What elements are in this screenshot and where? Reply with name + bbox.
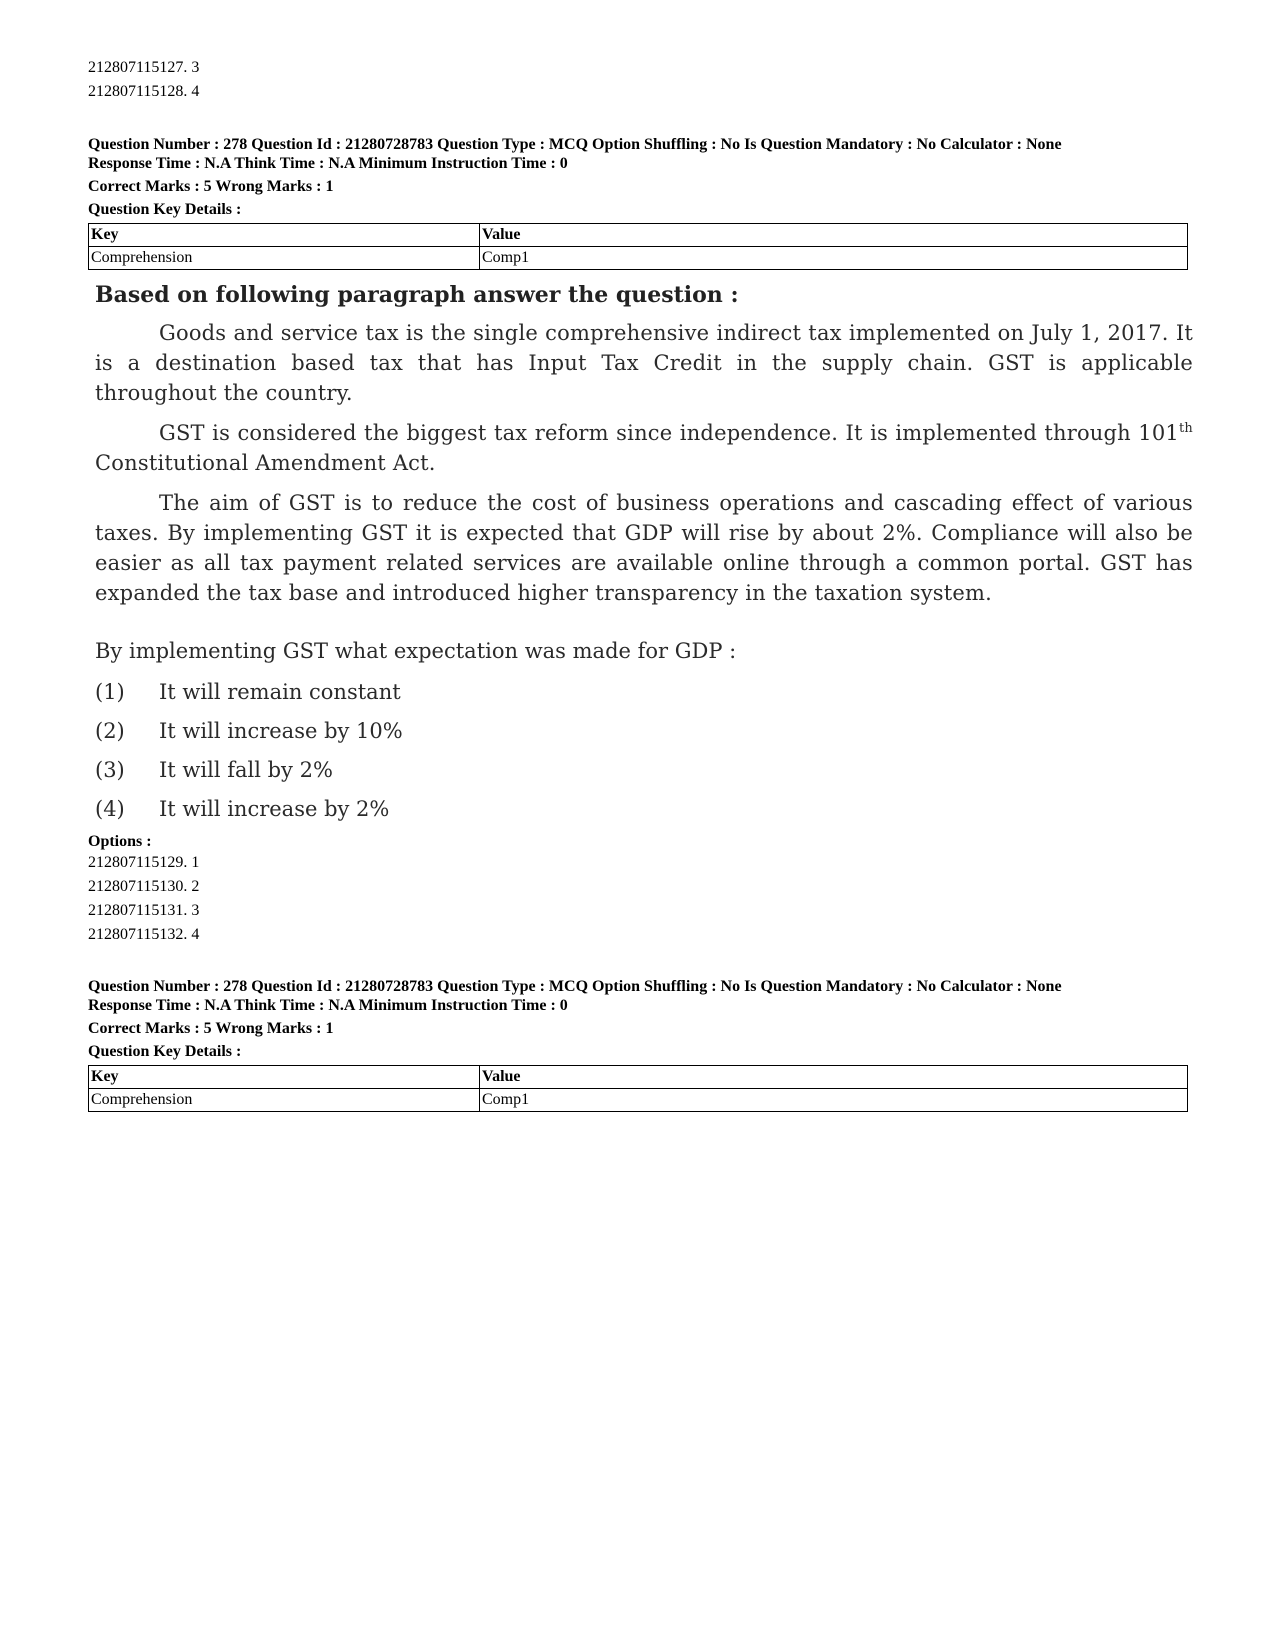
scan-paragraph: Goods and service tax is the single comprehensive indirect tax implemented on July 1, 2017. It is a destination based tax that has Input Tax Credit in the supply chain. GST is applicable throughout the country. — [95, 321, 1193, 405]
scan-option-text: It will fall by 2% — [159, 757, 333, 782]
table-header-value: Value — [480, 1066, 1188, 1089]
scan-option-number: (2) — [95, 718, 125, 743]
table-header-key: Key — [89, 1066, 480, 1089]
scan-paragraph — [95, 418, 1193, 478]
scan-option — [95, 672, 1193, 711]
scan-paragraph: The aim of GST is to reduce the cost of business operations and cascading effect of various taxes. By implementing GST it is expected that GDP will rise by about 2%. Compliance will also be easier as all tax payment related services are available online through a common portal. GST has expanded the tax base and introduced higher transparency in the taxation system. — [95, 491, 1193, 605]
scan-option — [95, 750, 1193, 789]
scan-superscript: th — [1179, 421, 1193, 436]
option-line: 212807115130. 2 — [88, 878, 200, 895]
question-timing-line: Response Time : N.A Think Time : N.A Minimum Instruction Time : 0 — [88, 155, 568, 172]
table-cell-value: Comp1 — [480, 1089, 1188, 1112]
scan-paragraph-text: Constitutional Amendment Act. — [95, 451, 436, 475]
scan-option-number: (4) — [95, 796, 125, 821]
scan-option — [95, 711, 1193, 750]
scan-option-text: It will increase by 10% — [159, 718, 403, 743]
table-header-row — [89, 1066, 1188, 1089]
table-row — [89, 247, 1188, 270]
scan-option-number: (3) — [95, 757, 125, 782]
question-key-details-label: Question Key Details : — [88, 1043, 242, 1060]
question-meta-line: Question Number : 278 Question Id : 21280728783 Question Type : MCQ Option Shuffling : No Is Question Mandatory : No Calculator : None — [88, 978, 1062, 995]
table-cell-key: Comprehension — [89, 247, 480, 270]
question-meta-block — [0, 135, 1275, 270]
scan-option-text: It will increase by 2% — [159, 796, 390, 821]
scan-paragraph-text: GST is considered the biggest tax reform since independence. It is implemented through 101 — [159, 421, 1179, 445]
top-option-line: 212807115127. 3 — [88, 59, 200, 76]
option-line: 212807115131. 3 — [88, 902, 200, 919]
option-line: 212807115129. 1 — [88, 854, 200, 871]
options-label: Options : — [88, 833, 152, 850]
table-cell-key: Comprehension — [89, 1089, 480, 1112]
question-timing-line: Response Time : N.A Think Time : N.A Minimum Instruction Time : 0 — [88, 997, 568, 1014]
question-key-details-label: Question Key Details : — [88, 201, 242, 218]
scan-option — [95, 789, 1193, 828]
table-header-key: Key — [89, 224, 480, 247]
question-key-table — [88, 223, 1188, 270]
scan-title: Based on following paragraph answer the question : — [95, 282, 739, 308]
table-header-row — [89, 224, 1188, 247]
question-meta-line: Question Number : 278 Question Id : 21280728783 Question Type : MCQ Option Shuffling : No Is Question Mandatory : No Calculator : None — [88, 136, 1062, 153]
scan-question: By implementing GST what expectation was made for GDP : — [95, 639, 737, 663]
scan-option-number: (1) — [95, 679, 125, 704]
scan-option-text: It will remain constant — [159, 679, 401, 704]
question-key-table — [88, 1065, 1188, 1112]
question-scan-image — [95, 280, 1193, 828]
question-meta-block — [0, 977, 1275, 1112]
table-row — [89, 1089, 1188, 1112]
top-option-line: 212807115128. 4 — [88, 83, 200, 100]
question-marks-line: Correct Marks : 5 Wrong Marks : 1 — [88, 178, 334, 195]
option-line: 212807115132. 4 — [88, 926, 200, 943]
table-cell-value: Comp1 — [480, 247, 1188, 270]
question-marks-line: Correct Marks : 5 Wrong Marks : 1 — [88, 1020, 334, 1037]
table-header-value: Value — [480, 224, 1188, 247]
